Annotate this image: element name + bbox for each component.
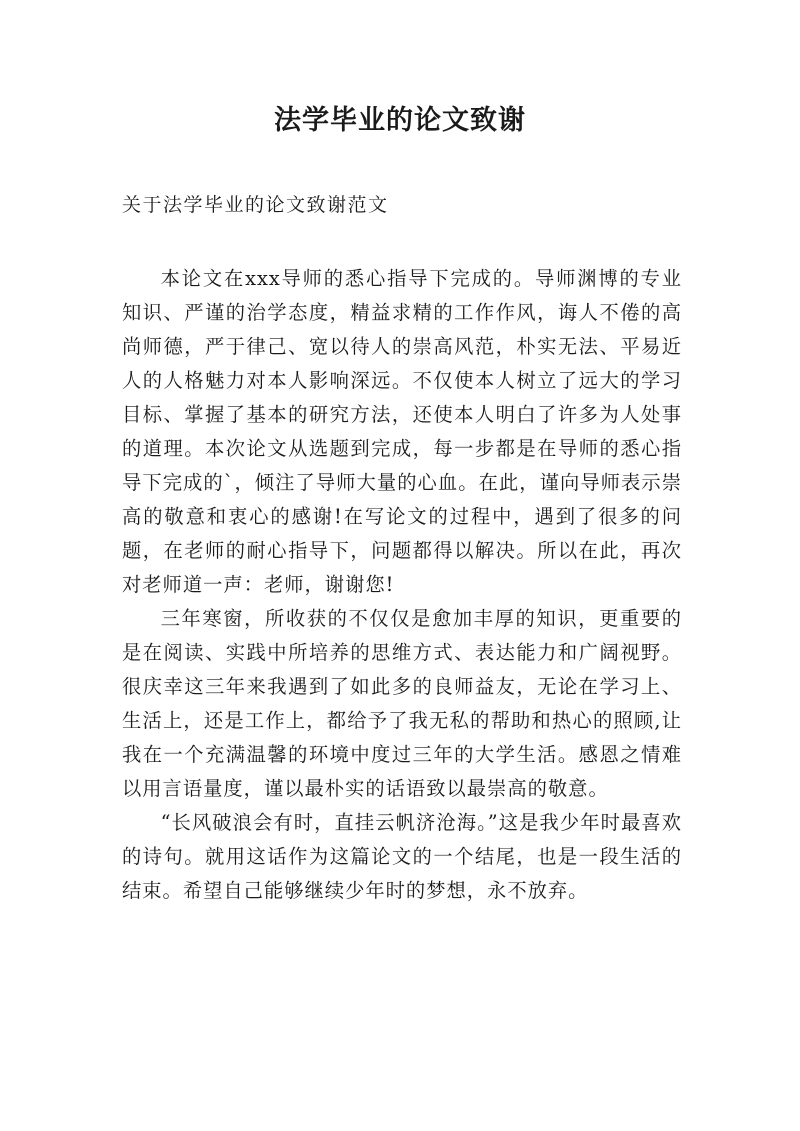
document-subtitle: 关于法学毕业的论文致谢范文: [122, 194, 389, 216]
paragraph-2: 三年寒窗，所收获的不仅仅是愈加丰厚的知识，更重要的是在阅读、实践中所培养的思维方式、表达能力和广阔视野。很庆幸这三年来我遇到了如此多的良师益友，无论在学习上、生活上，还是工作上，都给予了我无私的帮助和热心的照顾,让我在一个充满温馨的环境中度过三年的大学生活。感恩之情难以用言语量度，谨以最朴实的话语致以最崇高的敬意。: [122, 607, 682, 800]
paragraph-1: 本论文在xxx导师的悉心指导下完成的。导师渊博的专业知识、严谨的治学态度，精益求精的工作作风，诲人不倦的高尚师德，严于律己、宽以待人的崇高风范，朴实无法、平易近人的人格魅力对本人影响深远。不仅使本人树立了远大的学习目标、掌握了基本的研究方法，还使本人明白了许多为人处事的道理。本次论文从选题到完成，每一步都是在导师的悉心指导下完成的`，倾注了导师大量的心血。在此，谨向导师表示崇高的敬意和衷心的感谢!在写论文的过程中，遇到了很多的问题，在老师的耐心指导下，问题都得以解决。所以在此，再次对老师道一声：老师，谢谢您!: [122, 267, 682, 596]
document-body: [122, 262, 682, 908]
document-title: 法学毕业的论文致谢: [274, 105, 526, 136]
paragraph-3: “长风破浪会有时，直挂云帆济沧海。”这是我少年时最喜欢的诗句。就用这话作为这篇论文的一个结尾，也是一段生活的结束。希望自己能够继续少年时的梦想，永不放弃。: [122, 811, 682, 902]
